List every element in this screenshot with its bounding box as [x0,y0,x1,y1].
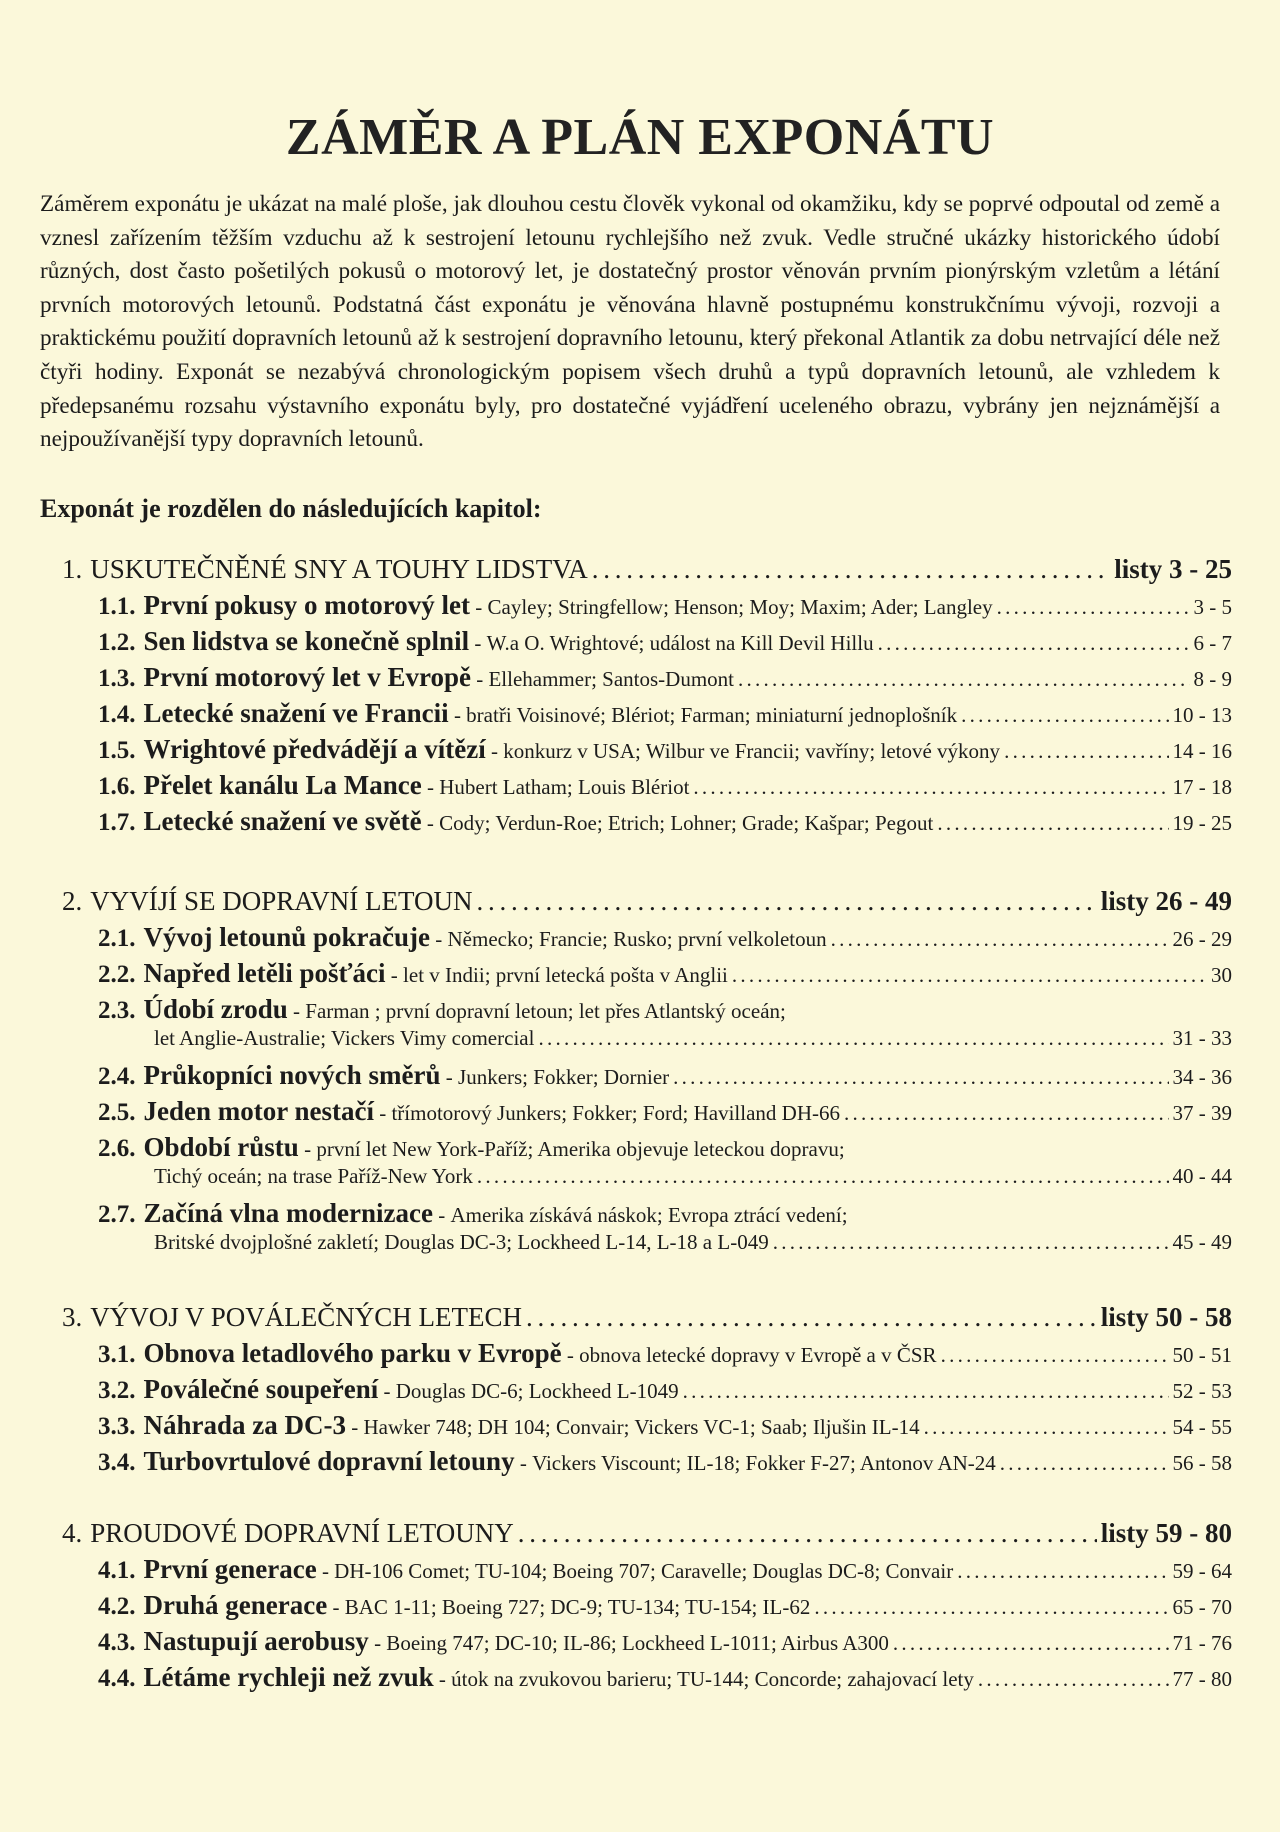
section-number: 1.1. [98,593,136,620]
leader-dots [592,554,1110,585]
section-row [0,626,1232,662]
section-number: 3.3. [98,1413,136,1440]
section-number: 2.5. [98,1099,136,1126]
section-row [0,1446,1232,1482]
section-row [0,958,1232,994]
section-pages: 8 - 9 [1193,667,1232,691]
section-title: Vývoj letounů pokračuje [143,922,431,952]
section-title: Údobí zrodu [143,994,288,1024]
section-desc: - Vickers Viscount; IL-18; Fokker F-27; Antonov AN-24 [514,1451,996,1475]
section-desc: - Junkers; Fokker; Dornier [440,1065,670,1089]
section-desc: - Cayley; Stringfellow; Henson; Moy; Maxim; Ader; Langley [470,595,993,619]
section-number: 1.5. [98,737,136,764]
section-pages: 45 - 49 [1172,1230,1232,1254]
section-desc: - W.a O. Wrightové; událost na Kill Devil Hillu [469,631,874,655]
section-continuation-row [0,1026,1232,1062]
chapter-pages: listy 59 - 80 [1100,1518,1232,1548]
section-pages: 34 - 36 [1172,1065,1232,1089]
leader-dots [526,1302,1097,1333]
section-title: Nastupují aerobusy [143,1626,369,1656]
section-number: 3.2. [98,1377,136,1404]
section-pages: 10 - 13 [1172,703,1232,727]
section-pages: 77 - 80 [1172,1667,1232,1691]
section-title: První pokusy o motorový let [143,590,471,620]
chapter-title: PROUDOVÉ DOPRAVNÍ LETOUNY [90,1518,514,1548]
section-title: První generace [143,1554,317,1584]
chapter-number: 4. [62,1518,83,1548]
section-number: 2.3. [98,997,136,1024]
section-title: Jeden motor nestačí [143,1096,374,1126]
leader-dots [878,631,1190,656]
section-pages: 31 - 33 [1172,1026,1232,1050]
chapter-row [0,554,1232,590]
section-title: Napřed letěli pošťáci [143,958,386,988]
section-number: 2.2. [98,961,136,988]
leader-dots [831,927,1169,952]
section-number: 4.1. [98,1557,136,1584]
section-row [0,698,1232,734]
section-desc: - Cody; Verdun-Roe; Etrich; Lohner; Grade; Kašpar; Pegout [421,811,934,835]
section-pages: 6 - 7 [1193,631,1232,655]
section-desc-continued: let Anglie-Australie; Vickers Vimy comercial [154,1026,535,1050]
section-title: Obnova letadlového parku v Evropě [143,1338,562,1368]
section-continuation-row [0,1164,1232,1200]
leader-dots [477,886,1097,917]
section-desc: - DH-106 Comet; TU-104; Boeing 707; Caravelle; Douglas DC-8; Convair [316,1559,954,1583]
section-desc: - BAC 1-11; Boeing 727; DC-9; TU-134; TU-154; IL-62 [327,1595,811,1619]
section-desc: - bratři Voisinové; Blériot; Farman; miniaturní jednoplošník [448,703,958,727]
section-pages: 26 - 29 [1172,927,1232,951]
section-title: Začíná vlna modernizace [143,1198,433,1228]
leader-dots [937,811,1168,836]
leader-dots [844,1101,1169,1126]
section-pages: 52 - 53 [1172,1379,1232,1403]
section-number: 2.4. [98,1063,136,1090]
section-pages: 3 - 5 [1193,595,1232,619]
leader-dots [1000,1451,1169,1476]
section-number: 2.7. [98,1201,136,1228]
section-pages: 54 - 55 [1172,1415,1232,1439]
chapters-heading: Exponát je rozdělen do následujících kapitol: [40,494,542,523]
chapter-title: USKUTEČNĚNÉ SNY A TOUHY LIDSTVA [90,554,588,584]
intro-paragraph: Záměrem exponátu je ukázat na malé ploše, jak dlouhou cestu člověk vykonal od okamžiku, kdy se poprvé odpoutal od země a vznesl zařízením těžším vzduchu až k sestrojení letounu rychlejšího než zvuk. Vedle stručné ukázky historického údobí různých, dost často pošetilých pokusů o motorový let, je dostatečný prostor věnován prvním pionýrským vzletům a létání prvních motorových letounů. Podstatná část exponátu je věnována hlavně postupnému konstrukčnímu vývoji, rozvoji a praktickému použití dopravních letounů až k sestrojení dopravního letounu, který překonal Atlantik za dobu netrvající déle než čtyři hodiny. Exponát se nezabývá chronologickým popisem všech druhů a typů dopravních letounů, ale vzhledem k předepsanému rozsahu výstavního exponátu byly, pro dostatečné vyjádření uceleného obrazu, vybrány jen nejznámější a nejpoužívanější typy dopravních letounů. [40,191,1220,453]
section-desc: - Hubert Latham; Louis Blériot [421,775,690,799]
leader-dots [693,775,1168,800]
section-desc-continued: Britské dvojplošné zakletí; Douglas DC-3; Lockheed L-14, L-18 a L-049 [154,1230,769,1254]
leader-dots [924,1415,1169,1440]
section-title: Druhá generace [143,1590,328,1620]
leader-dots [518,1518,1097,1549]
section-number: 1.3. [98,665,136,692]
section-row [0,806,1232,842]
section-title: První motorový let v Evropě [143,662,471,692]
section-row [0,1374,1232,1410]
leader-dots [738,667,1189,692]
section-title: Sen lidstva se konečně splnil [143,626,470,656]
section-title: Poválečné soupeření [143,1374,379,1404]
section-number: 1.2. [98,629,136,656]
section-desc: - útok na zvukovou barieru; TU-144; Concorde; zahajovací lety [433,1667,974,1691]
section-pages: 56 - 58 [1172,1451,1232,1475]
leader-dots [1004,739,1168,764]
section-row [0,1590,1232,1626]
section-desc: - první let New York-Paříž; Amerika objevuje leteckou dopravu; [298,1137,845,1161]
section-row [0,1096,1232,1132]
chapter-pages: listy 3 - 25 [1114,554,1232,584]
section-number: 4.3. [98,1629,136,1656]
section-row [0,662,1232,698]
section-row [0,922,1232,958]
section-row [0,770,1232,806]
leader-dots [957,1559,1168,1584]
section-title: Létáme rychleji než zvuk [143,1662,434,1692]
section-desc: - Douglas DC-6; Lockheed L-1049 [378,1379,679,1403]
chapter-row [0,1518,1232,1554]
section-desc: - let v Indii; první letecká pošta v Anglii [385,963,728,987]
chapter-pages: listy 50 - 58 [1100,1302,1232,1332]
chapter-number: 1. [62,554,83,584]
leader-dots [961,703,1168,728]
section-number: 4.4. [98,1665,136,1692]
section-pages: 50 - 51 [1172,1343,1232,1367]
section-row [0,590,1232,626]
section-number: 2.1. [98,925,136,952]
section-title: Letecké snažení ve Francii [143,698,449,728]
section-desc: - Farman ; první dopravní letoun; let přes Atlantský oceán; [287,999,786,1023]
section-desc: - obnova letecké dopravy v Evropě a v ČSR [561,1343,937,1367]
leader-dots [773,1230,1169,1255]
leader-dots [477,1164,1169,1189]
section-desc: - Německo; Francie; Rusko; první velkoletoun [430,927,827,951]
chapter-title: VYVÍJÍ SE DOPRAVNÍ LETOUN [90,886,473,916]
chapter-row [0,1302,1232,1338]
section-pages: 37 - 39 [1172,1101,1232,1125]
chapter-row [0,886,1232,922]
section-row [0,1554,1232,1590]
section-row [0,734,1232,770]
section-pages: 17 - 18 [1172,775,1232,799]
section-desc: - Amerika získává náskok; Evropa ztrácí vedení; [432,1203,848,1227]
section-title: Turbovrtulové dopravní letouny [143,1446,515,1476]
leader-dots [538,1026,1168,1051]
section-title: Přelet kanálu La Mance [143,770,422,800]
section-desc-continued: Tichý oceán; na trase Paříž-New York [154,1164,473,1188]
section-desc: - Ellehammer; Santos-Dumont [470,667,735,691]
section-row [0,994,1232,1030]
leader-dots [997,595,1190,620]
section-row [0,1060,1232,1096]
section-number: 4.2. [98,1593,136,1620]
section-title: Letecké snažení ve světě [143,806,422,836]
section-desc: - třímotorový Junkers; Fokker; Ford; Havilland DH-66 [373,1101,840,1125]
leader-dots [978,1667,1169,1692]
section-desc: - Boeing 747; DC-10; IL-86; Lockheed L-1011; Airbus A300 [368,1631,889,1655]
section-number: 1.6. [98,773,136,800]
leader-dots [893,1631,1169,1656]
section-desc: - Hawker 748; DH 104; Convair; Vickers VC-1; Saab; Iljušin IL-14 [346,1415,920,1439]
section-pages: 71 - 76 [1172,1631,1232,1655]
section-number: 1.4. [98,701,136,728]
chapter-number: 2. [62,886,83,916]
section-row [0,1338,1232,1374]
leader-dots [732,963,1207,988]
section-pages: 59 - 64 [1172,1559,1232,1583]
section-number: 3.4. [98,1449,136,1476]
section-title: Průkopníci nových směrů [143,1060,441,1090]
section-pages: 30 [1211,963,1232,987]
chapter-title: VÝVOJ V POVÁLEČNÝCH LETECH [90,1302,523,1332]
leader-dots [941,1343,1169,1368]
chapter-pages: listy 26 - 49 [1100,886,1232,916]
section-row [0,1132,1232,1168]
section-title: Náhrada za DC-3 [143,1410,346,1440]
section-number: 2.6. [98,1135,136,1162]
section-pages: 65 - 70 [1172,1595,1232,1619]
section-number: 1.7. [98,809,136,836]
leader-dots [673,1065,1168,1090]
section-row [0,1198,1232,1234]
section-title: Wrightové předvádějí a vítězí [143,734,486,764]
leader-dots [683,1379,1169,1404]
section-title: Období růstu [143,1132,299,1162]
section-continuation-row [0,1230,1232,1266]
section-desc: - konkurz v USA; Wilbur ve Francii; vavříny; letové výkony [485,739,1001,763]
section-pages: 14 - 16 [1172,739,1232,763]
chapter-number: 3. [62,1302,83,1332]
section-row [0,1662,1232,1698]
section-number: 3.1. [98,1341,136,1368]
section-row [0,1626,1232,1662]
section-pages: 19 - 25 [1172,811,1232,835]
section-row [0,1410,1232,1446]
page-title: ZÁMĚR A PLÁN EXPONÁTU [285,109,995,166]
leader-dots [814,1595,1168,1620]
section-pages: 40 - 44 [1172,1164,1232,1188]
